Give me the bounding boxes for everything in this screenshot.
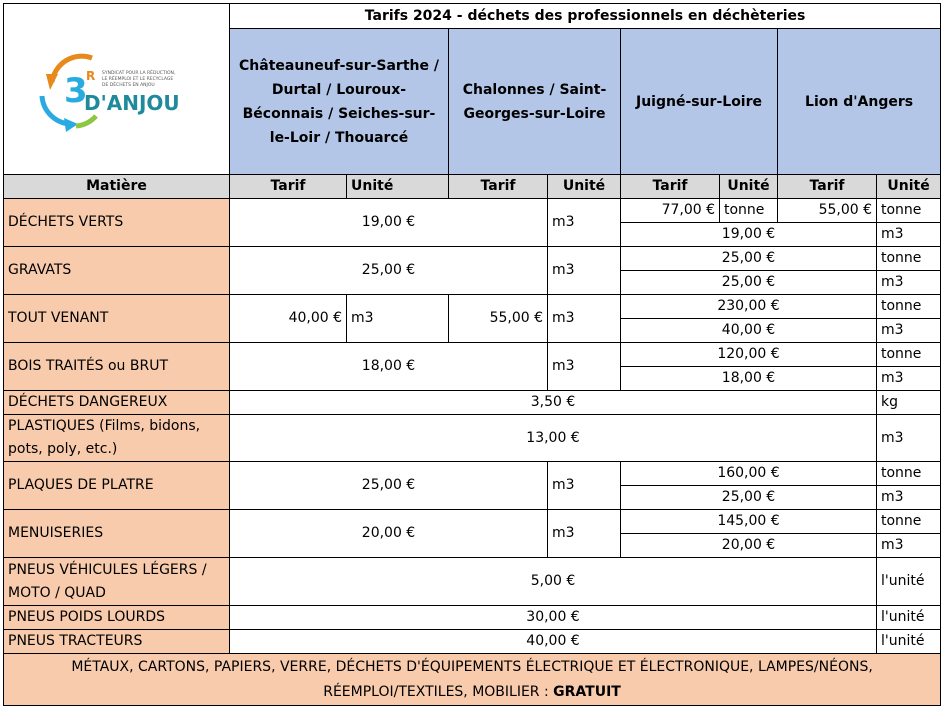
- header-tarif-2: Tarif: [449, 175, 548, 199]
- table-row: [4, 391, 941, 415]
- price-tonne: 25,00 €: [621, 247, 877, 271]
- price-m3: 19,00 €: [621, 223, 877, 247]
- logo: [8, 44, 225, 134]
- material-dangereux: DÉCHETS DANGEREUX: [4, 391, 230, 415]
- unit-tonne: tonne: [877, 462, 941, 486]
- unit-site1: m3: [347, 295, 449, 343]
- site-chateauneuf: Châteauneuf-sur-Sarthe / Durtal / Louroux-Béconnais / Seiches-sur-le-Loir / Thouarcé: [230, 29, 449, 175]
- header-tarif-3: Tarif: [621, 175, 720, 199]
- material-tout-venant: TOUT VENANT: [4, 295, 230, 343]
- price-tonne: 120,00 €: [621, 343, 877, 367]
- recycle-logo-icon: [34, 44, 199, 134]
- material-pneus-pl: PNEUS POIDS LOURDS: [4, 606, 230, 630]
- unit-tonne: tonne: [877, 343, 941, 367]
- table-row: [4, 415, 941, 462]
- unit-all: kg: [877, 391, 941, 415]
- logo-name: D'ANJOU: [84, 91, 180, 115]
- table-row: [4, 343, 941, 367]
- price-m3: 25,00 €: [621, 486, 877, 510]
- material-platre: PLAQUES DE PLATRE: [4, 462, 230, 510]
- logo-mark: 3: [64, 71, 88, 111]
- unit-shared: m3: [548, 462, 621, 510]
- price-tonne: 230,00 €: [621, 295, 877, 319]
- material-pneus-tracteurs: PNEUS TRACTEURS: [4, 630, 230, 654]
- tariff-table: [3, 3, 941, 706]
- price-shared: 19,00 €: [230, 199, 548, 247]
- site-chalonnes: Chalonnes / Saint-Georges-sur-Loire: [449, 29, 621, 175]
- table-row: [4, 630, 941, 654]
- price-m3: 20,00 €: [621, 534, 877, 558]
- header-unite-2: Unité: [548, 175, 621, 199]
- material-plastiques: PLASTIQUES (Films, bidons, pots, poly, etc.): [4, 415, 230, 462]
- site-lion: Lion d'Angers: [778, 29, 941, 175]
- price-m3: 18,00 €: [621, 367, 877, 391]
- logo-tagline-3: DE DÉCHETS EN ANJOU: [102, 83, 155, 88]
- material-bois: BOIS TRAITÉS ou BRUT: [4, 343, 230, 391]
- price-m3: 40,00 €: [621, 319, 877, 343]
- logo-cell: [4, 4, 230, 175]
- table-title: Tarifs 2024 - déchets des professionnels en déchèteries: [230, 4, 941, 29]
- price-tonne: 145,00 €: [621, 510, 877, 534]
- material-dechets-verts: DÉCHETS VERTS: [4, 199, 230, 247]
- unit-shared: m3: [548, 247, 621, 295]
- logo-sup: R: [86, 69, 96, 83]
- unit-tonne: tonne: [877, 295, 941, 319]
- header-tarif-4: Tarif: [778, 175, 877, 199]
- unit-all: m3: [877, 415, 941, 462]
- unit-juigne: tonne: [720, 199, 778, 223]
- unit-all: l'unité: [877, 558, 941, 606]
- footer-note: [4, 654, 941, 706]
- logo-tagline-2: LE RÉEMPLOI ET LE RECYCLAGE: [102, 77, 174, 82]
- price-shared: 18,00 €: [230, 343, 548, 391]
- price-all: 30,00 €: [230, 606, 877, 630]
- price-site1: 40,00 €: [230, 295, 347, 343]
- material-gravats: GRAVATS: [4, 247, 230, 295]
- header-unite-1: Unité: [347, 175, 449, 199]
- footer-free: GRATUIT: [553, 683, 621, 700]
- price-juigne: 77,00 €: [621, 199, 720, 223]
- unit-m3: m3: [877, 534, 941, 558]
- table-row: [4, 558, 941, 606]
- unit-lion: tonne: [877, 199, 941, 223]
- price-all: 13,00 €: [230, 415, 877, 462]
- unit-m3: m3: [877, 486, 941, 510]
- price-shared: 20,00 €: [230, 510, 548, 558]
- price-lion: 55,00 €: [778, 199, 877, 223]
- unit-m3: m3: [877, 319, 941, 343]
- header-matiere: Matière: [4, 175, 230, 199]
- table-row: [4, 510, 941, 534]
- table-row: [4, 247, 941, 271]
- table-row: [4, 199, 941, 223]
- price-shared: 25,00 €: [230, 247, 548, 295]
- material-pneus-vl: PNEUS VÉHICULES LÉGERS / MOTO / QUAD: [4, 558, 230, 606]
- unit-shared: m3: [548, 199, 621, 247]
- header-unite-4: Unité: [877, 175, 941, 199]
- site-juigne: Juigné-sur-Loire: [621, 29, 778, 175]
- unit-tonne: tonne: [877, 247, 941, 271]
- unit-all: l'unité: [877, 630, 941, 654]
- table-row: [4, 606, 941, 630]
- price-all: 5,00 €: [230, 558, 877, 606]
- unit-shared: m3: [548, 510, 621, 558]
- price-shared: 25,00 €: [230, 462, 548, 510]
- unit-tonne: tonne: [877, 510, 941, 534]
- price-m3: 25,00 €: [621, 271, 877, 295]
- price-all: 40,00 €: [230, 630, 877, 654]
- header-tarif-1: Tarif: [230, 175, 347, 199]
- unit-m3: m3: [877, 367, 941, 391]
- unit-m3: m3: [877, 223, 941, 247]
- header-unite-3: Unité: [720, 175, 778, 199]
- logo-tagline-1: SYNDICAT POUR LA RÉDUCTION,: [102, 71, 176, 76]
- unit-shared: m3: [548, 343, 621, 391]
- price-site2: 55,00 €: [449, 295, 548, 343]
- price-all: 3,50 €: [230, 391, 877, 415]
- unit-m3: m3: [877, 271, 941, 295]
- table-row: [4, 462, 941, 486]
- price-tonne: 160,00 €: [621, 462, 877, 486]
- unit-all: l'unité: [877, 606, 941, 630]
- material-menuiseries: MENUISERIES: [4, 510, 230, 558]
- unit-site2: m3: [548, 295, 621, 343]
- footer-text: MÉTAUX, CARTONS, PAPIERS, VERRE, DÉCHETS D'ÉQUIPEMENTS ÉLECTRIQUE ET ÉLECTRONIQUE, LAMPES/NÉONS, RÉEMPLOI/TEXTILES, MOBILIER :: [71, 658, 873, 700]
- table-row: [4, 295, 941, 319]
